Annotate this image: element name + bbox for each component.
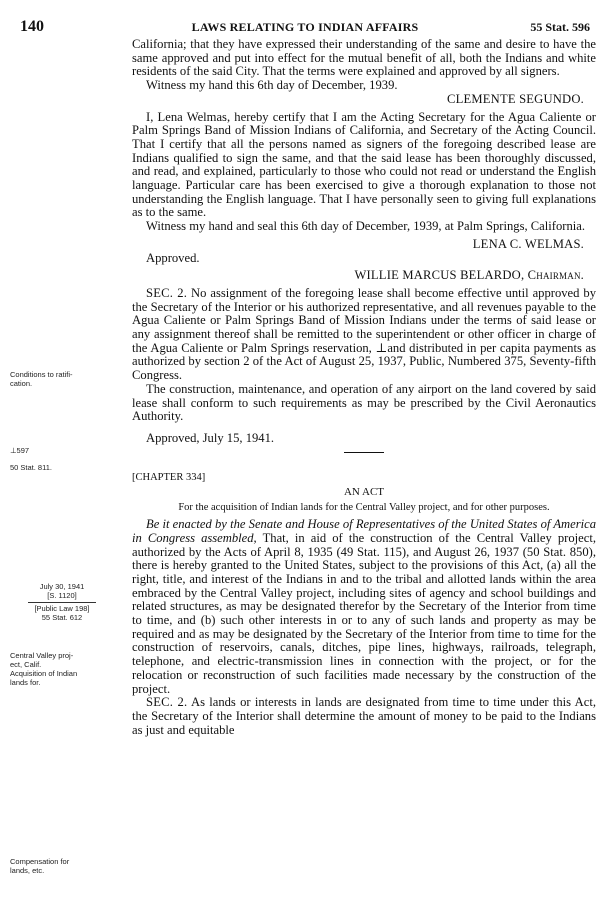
margin-stat-612: 55 Stat. 612 xyxy=(41,613,83,622)
airport-paragraph: The construction, maintenance, and operation of any airport on the land covered by said lease shall conform to such requirements as may be prescribed by the Civil Aeronautics Authority. xyxy=(132,381,596,424)
stat-citation: 55 Stat. 596 xyxy=(530,20,590,34)
section-2-lead: SEC. 2. xyxy=(146,285,188,300)
section-2-paragraph xyxy=(132,287,596,383)
running-title: LAWS RELATING TO INDIAN AFFAIRS xyxy=(191,20,419,34)
act-title: AN ACT xyxy=(343,486,385,499)
section-2b-text: As lands or interests in lands are designated from time to time under this Act, the Secretary of the Interior shall determine the amount of money to be paid to the Indians as just and equitable xyxy=(132,695,596,737)
witness-clause-1: Witness my hand this 6th day of December, 1939. xyxy=(146,78,398,93)
section-divider xyxy=(344,452,384,453)
section-2b-paragraph xyxy=(132,696,596,737)
margin-date: July 30, 1941 xyxy=(39,582,85,591)
main-text xyxy=(132,38,596,737)
page-header xyxy=(20,18,590,38)
margin-note-central-valley: Central Valley proj- ect, Calif. Acquisition of Indian lands for. xyxy=(10,651,78,687)
certification-paragraph: I, Lena Welmas, hereby certify that I am the Acting Secretary for the Agua Caliente or Palm Springs Band of Mission Indians of California, and Secretary of the Acting Council. That I certify that all the persons named as signers of the foregoing described lease are Indians qualified to sign the same, and that the said lease has been thoroughly discussed, and read, and explained, particularly to those who could not read or understand the English language. Particular care has been exercised to give a thorough explanation to those not understanding the English language. That I have personally seen to giving full explanations as to the same. xyxy=(132,109,596,220)
margin-rule xyxy=(28,602,96,603)
margin-bill: [S. 1120] xyxy=(47,591,77,600)
signature-clemente: CLEMENTE SEGUNDO. xyxy=(446,91,584,106)
margin-note-stat-811: 50 Stat. 811. xyxy=(10,463,52,472)
enacting-clause: Be it enacted by the Senate and House of Representatives of the United States of America in Congress assembled, xyxy=(132,517,596,545)
section-2b-lead: SEC. 2. xyxy=(146,695,188,710)
approved-label: Approved. xyxy=(146,250,200,265)
margin-note-compensation: Compensation for lands, etc. xyxy=(10,857,70,875)
margin-note-dated xyxy=(28,582,96,622)
witness-clause-2: Witness my hand and seal this 6th day of December, 1939, at Palm Springs, California. xyxy=(146,219,585,234)
act-purpose: For the acquisition of Indian lands for the Central Valley project, and for other purposes. xyxy=(178,502,550,514)
section-2-text: No assignment of the foregoing lease shall become effective until approved by the Secretary of the Interior or his authorized representative, and all revenues payable to the Agua Caliente or Palm Springs Band of Mission Indians under the terms of said lease or any assignment thereof shall be remitted to the superintendent or other officer in charge of the Agua Caliente or Palm Springs reservation, ⊥and distributed in per capita payments as authorized by section 2 of the Act of August 25, 1937, Public, Numbered 375, Seventy-fifth Congress. xyxy=(132,285,596,383)
continuation-paragraph: California; that they have expressed their understanding of the same and desire to have the same approved and put into effect for the mutual benefit of all, both the Indians and white residents of the said City. That the terms were explained and approved by all signers. xyxy=(132,37,596,79)
margin-public-law: [Public Law 198] xyxy=(34,604,90,613)
chapter-heading: [CHAPTER 334] xyxy=(132,471,206,483)
approved-date: Approved, July 15, 1941. xyxy=(146,430,275,445)
section-1-paragraph xyxy=(132,518,596,696)
signature-lena: LENA C. WELMAS. xyxy=(472,236,584,251)
margin-note-page-mark: ⊥597 xyxy=(10,446,30,455)
signature-willie: WILLIE MARCUS BELARDO, Chairman. xyxy=(354,268,584,283)
page-number: 140 xyxy=(20,18,44,35)
section-1-text: That, in aid of the construction of the Central Valley project, authorized by the Acts of April 8, 1935 (49 Stat. 115), and August 26, 1937 (50 Stat. 850), there is hereby granted to the United States, subject to the provisions of this Act, (a) all the right, title, and interest of the Indians in and to the tribal and allotted lands within the area embraced by the Central Valley project, including sites of agency and school buildings and related structures, as may be designated therefor by the Secretary of the Interior from time to time, and (b) such other interests in or to any of such lands and property as may be required and as may be designated by the Secretary of the Interior from time to time for the construction of reservoirs, canals, ditches, pipe lines, highways, railroads, telegraph, telephone, and electric-transmission lines in connection with the project, or for the relocation or reconstruction of such facilities made necessary by the construction of the project. xyxy=(132,530,597,696)
margin-note-conditions: Conditions to ratifi- cation. xyxy=(10,370,73,388)
